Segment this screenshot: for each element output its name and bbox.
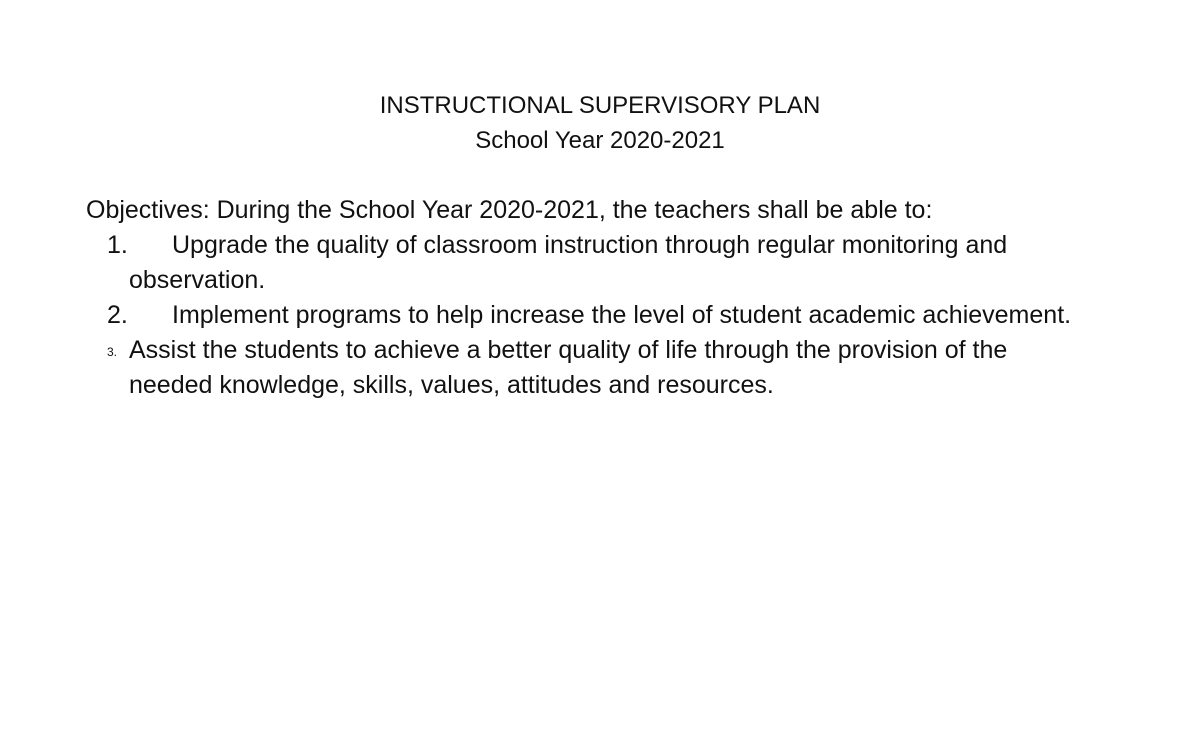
- title-block: [0, 88, 1200, 158]
- list-item: [86, 228, 1086, 298]
- objectives-section: [86, 193, 1086, 403]
- document-title: INSTRUCTIONAL SUPERVISORY PLAN: [379, 92, 821, 119]
- list-item-number: 3.: [107, 345, 118, 359]
- list-item-text: Implement programs to help increase the level of student academic achievement.: [172, 301, 1072, 329]
- list-item-text: Upgrade the quality of classroom instruction through regular monitoring and observation.: [129, 231, 1008, 294]
- list-item-number: 1.: [107, 231, 128, 259]
- objectives-intro: Objectives: During the School Year 2020-2021, the teachers shall be able to:: [86, 196, 933, 224]
- objectives-list: [86, 228, 1086, 403]
- list-item-number: 2.: [107, 301, 128, 329]
- list-item: [86, 333, 1086, 403]
- list-item: [86, 298, 1086, 333]
- document-subtitle: School Year 2020-2021: [475, 127, 725, 154]
- list-item-text: Assist the students to achieve a better quality of life through the provision of the needed knowledge, skills, values, attitudes and resources.: [129, 336, 1008, 399]
